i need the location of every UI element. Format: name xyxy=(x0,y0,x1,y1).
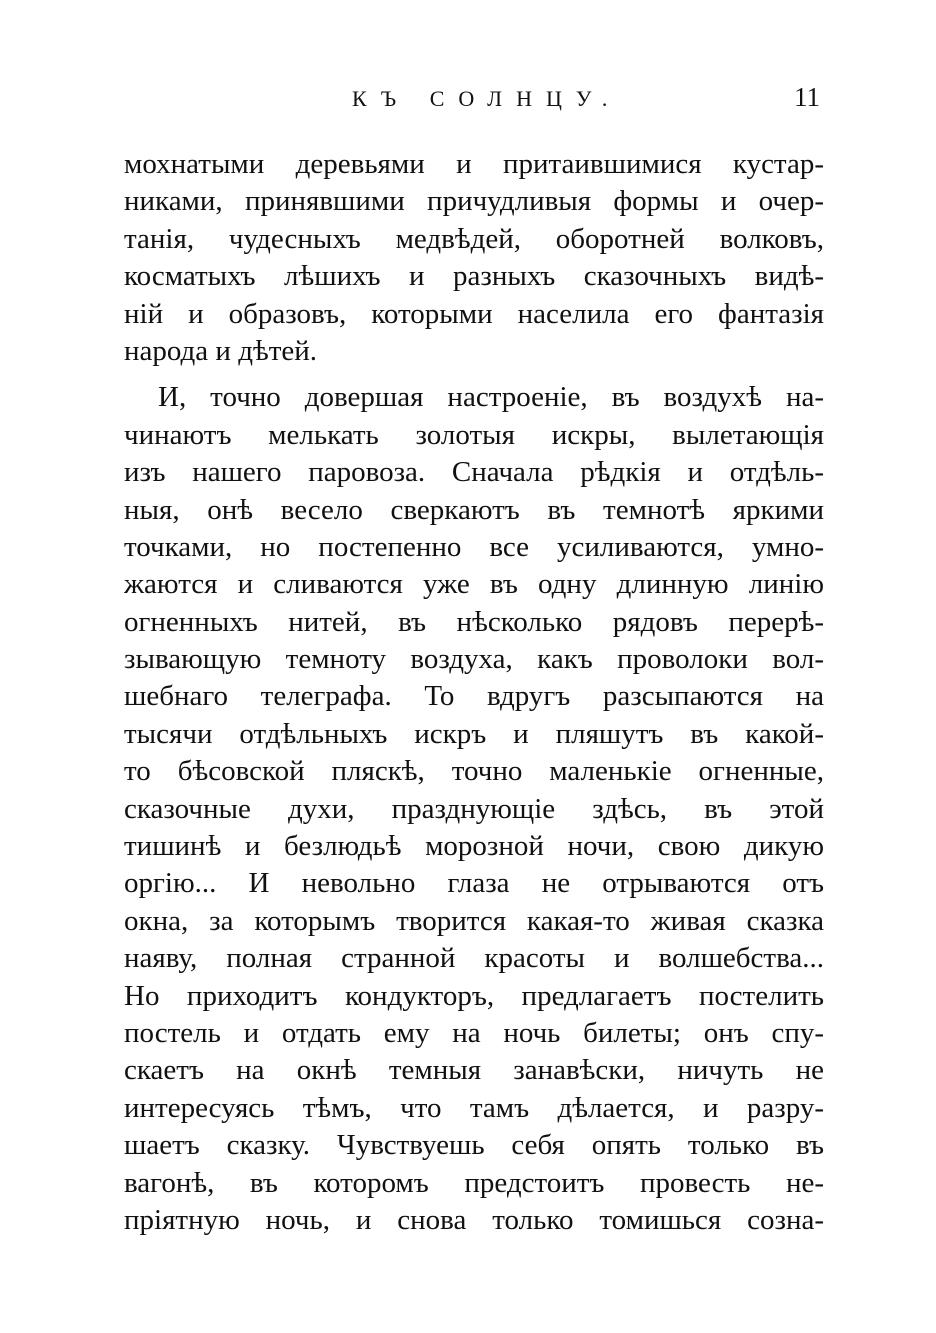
text-line: огненныхъ нитей, въ нѣсколько рядовъ перерѣ- xyxy=(124,605,824,638)
text-line: чинаютъ мелькать золотыя искры, вылетающія xyxy=(124,418,824,451)
text-line: тысячи отдѣльныхъ искръ и пляшутъ въ какой- xyxy=(124,717,824,750)
text-line: никами, принявшими причудливыя формы и очер- xyxy=(124,185,824,218)
text-line: шебнаго телеграфа. То вдругъ разсыпаются на xyxy=(124,680,824,713)
text-line: сказочные духи, празднующіе здѣсь, въ этой xyxy=(124,792,824,825)
paragraph-2 xyxy=(124,379,824,1239)
text-line: точками, но постепенно все усиливаются, умно- xyxy=(124,530,824,563)
text-line: И, точно довершая настроеніе, въ воздухѣ на- xyxy=(158,381,824,414)
text-line: мохнатыми деревьями и притаившимися кустар- xyxy=(124,148,824,180)
text-line: косматыхъ лѣшихъ и разныхъ сказочныхъ видѣ- xyxy=(124,260,824,293)
page-number: 11 xyxy=(794,82,820,112)
text-line: тишинѣ и безлюдьѣ морозной ночи, свою дикую xyxy=(124,830,824,863)
body-text xyxy=(124,146,824,1239)
text-line: шаетъ сказку. Чувствуешь себя опять только въ xyxy=(124,1129,824,1162)
text-line: пріятную ночь, и снова только томишься созна- xyxy=(124,1203,824,1236)
running-title: КЪ СОЛНЦУ. xyxy=(352,86,622,111)
text-line: Но приходитъ кондукторъ, предлагаетъ постелить xyxy=(124,979,824,1012)
text-line: интересуясь тѣмъ, что тамъ дѣлается, и разру- xyxy=(124,1091,824,1124)
text-line: окна, за которымъ творится какая-то живая сказка xyxy=(124,904,824,937)
text-line: жаются и сливаются уже въ одну длинную линію xyxy=(124,568,824,601)
text-line: оргію... И невольно глаза не отрываются отъ xyxy=(124,867,824,900)
text-line: скаетъ на окнѣ темныя занавѣски, ничуть не xyxy=(124,1054,824,1087)
text-line: постель и отдать ему на ночь билеты; онъ спу- xyxy=(124,1016,824,1049)
text-line: ныя, онѣ весело сверкаютъ въ темнотѣ яркими xyxy=(124,493,824,526)
text-line: ній и образовъ, которыми населила его фантазія xyxy=(124,297,824,330)
text-line: народа и дѣтей. xyxy=(124,334,318,367)
text-line: наяву, полная странной красоты и волшебства... xyxy=(124,942,824,975)
running-head xyxy=(122,82,822,122)
paragraph-1 xyxy=(124,146,824,370)
text-line: танія, чудесныхъ медвѣдей, оборотней волковъ, xyxy=(124,222,824,255)
text-line: вагонѣ, въ которомъ предстоитъ провесть не- xyxy=(124,1166,824,1199)
text-line: изъ нашего паровоза. Сначала рѣдкія и отдѣль- xyxy=(124,456,824,489)
text-line: то бѣсовской пляскѣ, точно маленькіе огненные, xyxy=(124,755,824,788)
text-line: зывающую темноту воздуха, какъ проволоки вол- xyxy=(124,643,824,676)
